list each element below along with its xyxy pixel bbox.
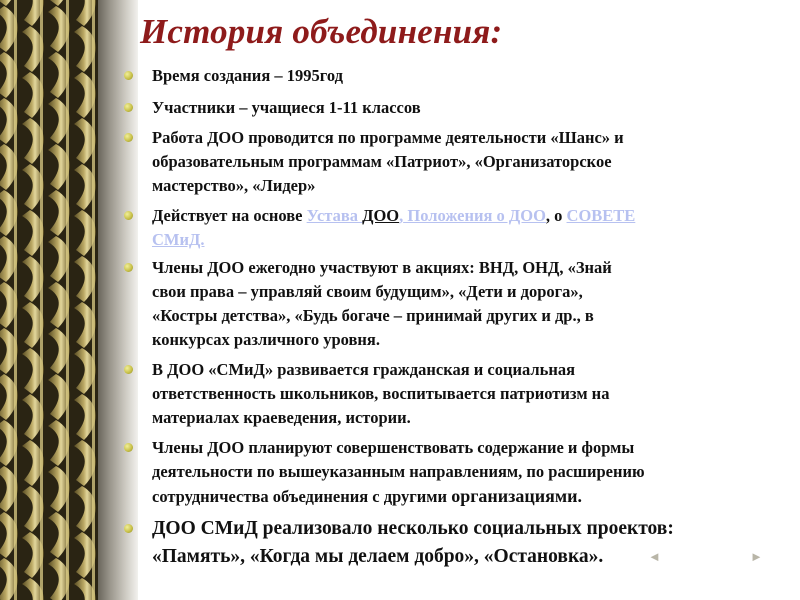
bullet-dot-icon bbox=[124, 133, 133, 142]
council-link[interactable]: СОВЕТЕ bbox=[566, 206, 636, 225]
bullet-text-line: «Костры детства», «Будь богаче – принимай других и др., в bbox=[152, 306, 594, 325]
faded-nav-buttons bbox=[646, 546, 764, 568]
bullet-text-line: Члены ДОО планируют совершенствовать содержание и формы bbox=[152, 438, 635, 457]
bullet-text: Участники – учащиеся 1-11 классов bbox=[152, 98, 421, 117]
bullet-text-line bbox=[152, 204, 752, 228]
council-smid-link[interactable]: СМиД. bbox=[152, 230, 205, 249]
decorative-gold-band bbox=[0, 0, 98, 600]
bullet-text-line: ответственность школьников, воспитывается патриотизм на bbox=[152, 384, 610, 403]
basis-prefix: Действует на основе bbox=[152, 206, 307, 225]
gold-stripe bbox=[40, 0, 43, 600]
gold-ribbon-pattern bbox=[0, 0, 98, 600]
bullet-dot-icon bbox=[124, 443, 133, 452]
gold-stripe bbox=[92, 0, 95, 600]
bullet-dot-icon bbox=[124, 365, 133, 374]
plans-organizations: организациями. bbox=[451, 486, 582, 506]
bullet-dot-icon bbox=[124, 103, 133, 112]
bullet-text-line bbox=[152, 484, 752, 509]
bullet-text: Время создания – 1995год bbox=[152, 66, 343, 85]
bullet-text-line bbox=[152, 228, 752, 252]
band-shadow bbox=[98, 0, 138, 600]
bullet-dot-icon bbox=[124, 211, 133, 220]
bullet-text-line: деятельности по вышеуказанным направлениям, по расширению bbox=[152, 462, 645, 481]
bullet-text-line: Работа ДОО проводится по программе деятельности «Шанс» и bbox=[152, 128, 624, 147]
gold-stripe bbox=[66, 0, 69, 600]
bullet-dot-icon bbox=[124, 263, 133, 272]
charter-doo-link[interactable]: ДОО bbox=[362, 206, 400, 225]
plans-line-start: сотрудничества объединения с другими bbox=[152, 487, 452, 506]
bullet-dot-icon bbox=[124, 524, 133, 533]
slide-title: История объединения: bbox=[140, 12, 503, 51]
bullet-text-line: образовательным программам «Патриот», «Организаторское bbox=[152, 152, 612, 171]
comma-link[interactable]: , bbox=[399, 206, 404, 225]
bullet-text-line: мастерство», «Лидер» bbox=[152, 176, 316, 195]
bullet-text-line: свои права – управляй своим будущим», «Дети и дорога», bbox=[152, 282, 583, 301]
basis-middle: , о bbox=[545, 206, 567, 225]
bullet-text-line: материалах краеведения, истории. bbox=[152, 408, 411, 427]
charter-link[interactable]: Устава bbox=[306, 206, 363, 225]
next-arrow-icon: ► bbox=[750, 549, 763, 564]
bullet-text-line: «Память», «Когда мы делаем добро», «Остановка». bbox=[152, 546, 604, 567]
regulation-link[interactable]: Положения о ДОО bbox=[403, 206, 546, 225]
bullet-text-line: Члены ДОО ежегодно участвуют в акциях: ВНД, ОНД, «Знай bbox=[152, 258, 612, 277]
prev-arrow-icon: ◄ bbox=[648, 549, 661, 564]
bullet-text-line: конкурсах различного уровня. bbox=[152, 330, 380, 349]
bullet-text-line: В ДОО «СМиД» развивается гражданская и социальная bbox=[152, 360, 576, 379]
bullet-dot-icon bbox=[124, 71, 133, 80]
bullet-text-line: ДОО СМиД реализовало несколько социальных проектов: bbox=[152, 518, 674, 539]
gold-stripe bbox=[14, 0, 17, 600]
